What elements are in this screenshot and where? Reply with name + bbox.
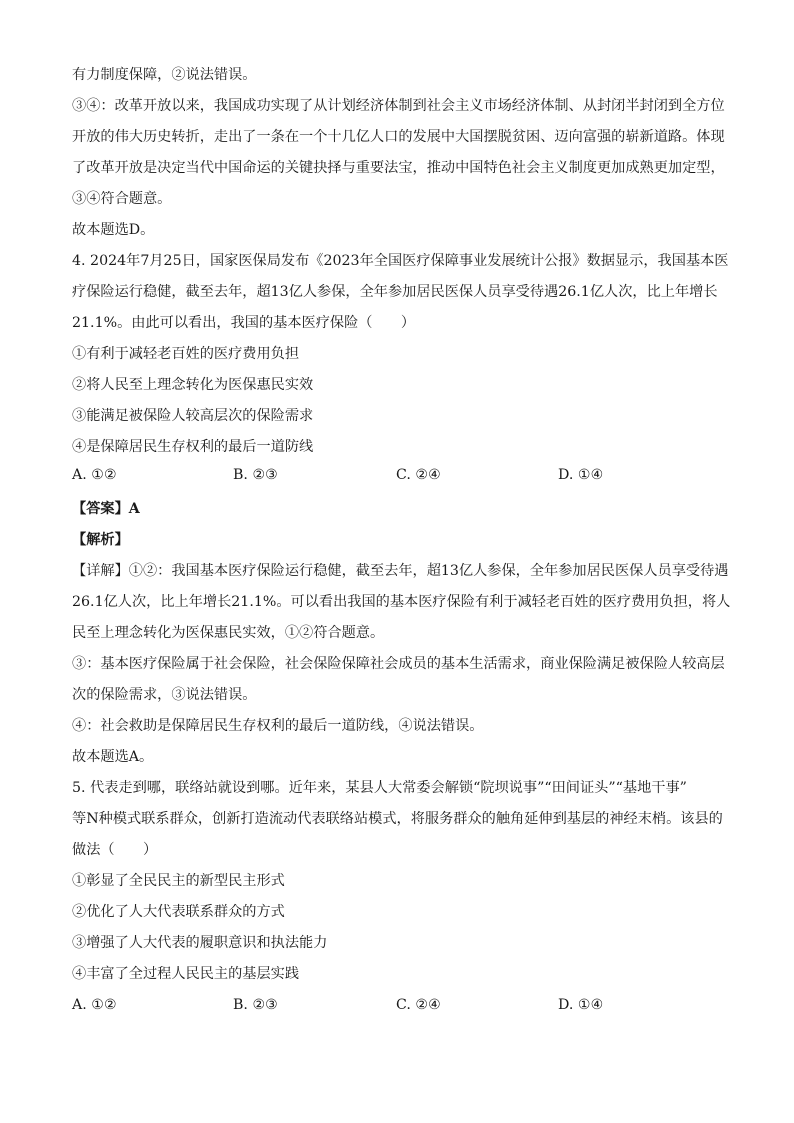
choice-a: A. ①②	[72, 997, 117, 1013]
text-line: ④：社会救助是保障居民生存权利的最后一道防线，④说法错误。	[72, 718, 484, 734]
text-line: 了改革开放是决定当代中国命运的关键抉择与重要法宝，推动中国特色社会主义制度更加成熟更加定型，	[72, 160, 725, 176]
choice-d: D. ①④	[558, 997, 604, 1013]
text-line: 有力制度保障，②说法错误。	[72, 67, 257, 83]
text-line: 26.1亿人次，比上年增长21.1%。可以看出我国的基本医疗保险有利于减轻老百姓的医疗费用负担，将人	[72, 594, 731, 610]
statement-item: ②优化了人大代表联系群众的方式	[72, 904, 285, 920]
text-line: ③：基本医疗保险属于社会保险，社会保险保障社会成员的基本生活需求，商业保险满足被保险人较高层	[72, 656, 725, 672]
choice-d: D. ①④	[558, 467, 604, 483]
question-4-stem: 21.1%。由此可以看出，我国的基本医疗保险（ ）	[72, 315, 416, 331]
statement-item: ①彰显了全民民主的新型民主形式	[72, 873, 285, 889]
text-line: 民至上理念转化为医保惠民实效，①②符合题意。	[72, 625, 385, 641]
statement-item: ③能满足被保险人较高层次的保险需求	[72, 408, 314, 424]
choice-b: B. ②③	[233, 467, 278, 483]
answer-label: 【答案】A	[72, 501, 140, 517]
question-5-stem: 5. 代表走到哪，联络站就设到哪。近年来，某县人大常委会解锁“院坝说事”“田间证头”“基地干事”	[72, 780, 687, 796]
statement-item: ②将人民至上理念转化为医保惠民实效	[72, 377, 314, 393]
choice-b: B. ②③	[233, 997, 278, 1013]
statement-item: ③增强了人大代表的履职意识和执法能力	[72, 935, 328, 951]
statement-item: ④是保障居民生存权利的最后一道防线	[72, 439, 314, 455]
question-5-stem: 做法（ ）	[72, 842, 158, 858]
text-line: 【详解】①②：我国基本医疗保险运行稳健，截至去年，超13亿人参保，全年参加居民医保人员享受待遇	[72, 563, 729, 579]
question-4-stem: 4. 2024年7月25日，国家医保局发布《2023年全国医疗保障事业发展统计公报》数据显示，我国基本医	[72, 253, 729, 269]
question-5-stem: 等N种模式联系群众，创新打造流动代表联络站模式，将服务群众的触角延伸到基层的神经末梢。该县的	[72, 811, 723, 827]
text-line: 次的保险需求，③说法错误。	[72, 687, 257, 703]
text-line: 故本题选A。	[72, 749, 154, 765]
choice-c: C. ②④	[396, 997, 441, 1013]
choice-c: C. ②④	[396, 467, 441, 483]
choice-a: A. ①②	[72, 467, 117, 483]
text-line: ③④符合题意。	[72, 191, 172, 207]
text-line: 开放的伟大历史转折，走出了一条在一个十几亿人口的发展中大国摆脱贫困、迈向富强的崭新道路。体现	[72, 129, 725, 145]
statement-item: ①有利于减轻老百姓的医疗费用负担	[72, 346, 300, 362]
question-4-stem: 疗保险运行稳健，截至去年，超13亿人参保，全年参加居民医保人员享受待遇26.1亿人次，比上年增长	[72, 284, 718, 300]
text-line: 故本题选D。	[72, 222, 155, 238]
statement-item: ④丰富了全过程人民民主的基层实践	[72, 966, 300, 982]
analysis-label: 【解析】	[72, 532, 129, 548]
text-line: ③④：改革开放以来，我国成功实现了从计划经济体制到社会主义市场经济体制、从封闭半封闭到全方位	[72, 98, 725, 114]
